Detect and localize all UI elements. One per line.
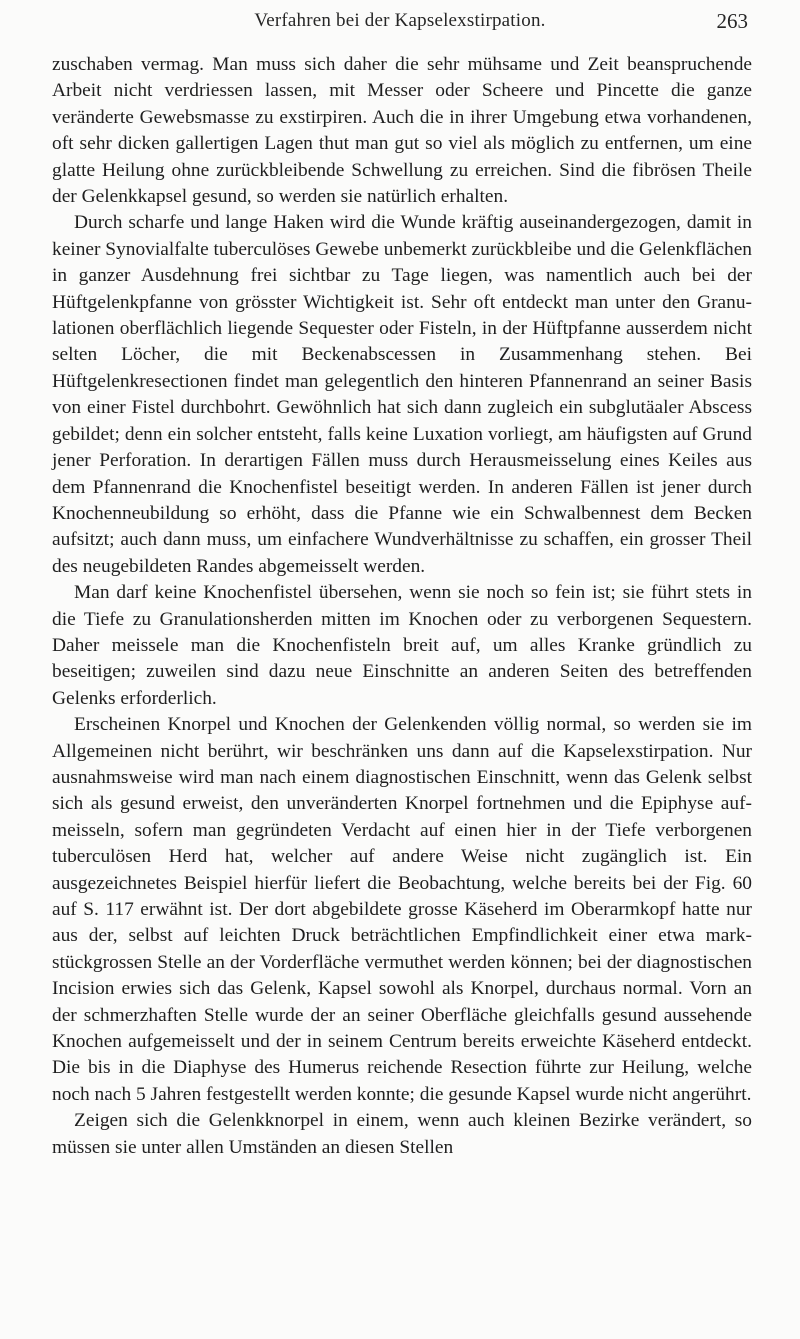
running-title: Verfahren bei der Kapselexstirpation. <box>254 10 546 31</box>
paragraph-capsule-exstirpation: Erscheinen Knorpel und Knochen der Gelenkenden völlig normal, so werden sie im Allgemeinen nicht berührt, wir beschränken uns dann auf die Kapselexstirpation. Nur ausnahmsweise wird man nach einem diagnostischen Einschnitt, wenn das Gelenk selbst sich als gesund erweist, den unveränderten Knorpel fortnehmen und die Epiphyse aufmeisseln, sofern man gegründeten Verdacht auf einen hier in der Tiefe verborgenen tuberculösen Herd hat, welcher auf andere Weise nicht zugänglich ist. Ein ausgezeichnetes Beispiel hierfür liefert die Beobachtung, welche bereits bei der Fig. 60 auf S. 117 erwähnt ist. Der dort abgebildete grosse Käseherd im Oberarmkopf hatte nur aus der, selbst auf leichten Druck beträchtlichen Empfindlichkeit einer etwa markstückgrossen Stelle an der Vorderfläche vermuthet werden können; bei der diagnostischen Incision erwies sich das Gelenk, Kapsel sowohl als Knorpel, durchaus normal. Vorn an der schmerzhaften Stelle wurde der an seiner Oberfläche gleichfalls gesund aussehende Knochen aufgemeisselt und der in seinem Centrum bereits erweichte Käseherd entdeckt. Die bis in die Diaphyse des Humerus reichende Resection führte zur Heilung, welche noch nach 5 Jahren festgestellt werden konnte; die gesunde Kapsel wurde nicht angerührt. <box>52 714 752 1105</box>
running-header <box>52 10 748 40</box>
page-number: 263 <box>716 9 748 33</box>
paragraph-bone-fistula: Man darf keine Knochenfistel übersehen, wenn sie noch so fein ist; sie führt stets in die Tiefe zu Granulationsherden mitten im Knochen oder zu verborgenen Sequestern. Daher meissele man die Knochenfisteln breit auf, um alles Kranke gründlich zu beseitigen; zuweilen sind dazu neue Einschnitte an anderen Seiten des betreffenden Gelenks erforderlich. <box>52 582 752 709</box>
paragraph-continuation: zuschaben vermag. Man muss sich daher die sehr mühsame und Zeit beanspruchende Arbeit nicht verdriessen lassen, mit Messer oder Scheere und Pincette die ganze veränderte Gewebsmasse zu exstirpiren. Auch die in ihrer Umgebung etwa vorhandenen, oft sehr dicken gallertigen Lagen thut man gut so viel als möglich zu entfernen, um eine glatte Heilung ohne zurückbleibende Schwellung zu erreichen. Sind die fibrösen Theile der Gelenkkapsel gesund, so werden sie natürlich erhalten. <box>52 54 752 208</box>
paragraph-wound-exposure: Durch scharfe und lange Haken wird die Wunde kräftig auseinandergezogen, damit in keiner Synovialfalte tuberculöses Gewebe unbemerkt zurückbleibe und die Gelenkflächen in ganzer Ausdehnung frei sichtbar zu Tage liegen, was namentlich auch bei der Hüftgelenkpfanne von grösster Wichtigkeit ist. Sehr oft entdeckt man unter den Granulationen oberflächlich liegende Sequester oder Fisteln, in der Hüftpfanne ausserdem nicht selten Löcher, die mit Beckenabscessen in Zusammenhang stehen. Bei Hüftgelenkresectionen findet man gelegentlich den hinteren Pfannenrand an seiner Basis von einer Fistel durchbohrt. Gewöhnlich hat sich dann zugleich ein subglutäaler Abscess gebildet; denn ein solcher entsteht, falls keine Luxation vorliegt, am häufigsten auf Grund jener Perforation. In derartigen Fällen muss durch Herausmeisselung eines Keiles aus dem Pfannenrand die Knochenfistel beseitigt werden. In anderen Fällen ist jener durch Knochenneubildung so erhöht, dass die Pfanne wie ein Schwalbennest dem Becken aufsitzt; auch dann muss, um einfachere Wundverhältnisse zu schaffen, ein grosser Theil des neugebildeten Randes abgemeisselt werden. <box>52 212 752 577</box>
body-text <box>52 52 752 1161</box>
paragraph-cartilage-change: Zeigen sich die Gelenkknorpel in einem, wenn auch kleinen Bezirke verändert, so müssen sie unter allen Umständen an diesen Stellen <box>52 1110 752 1158</box>
